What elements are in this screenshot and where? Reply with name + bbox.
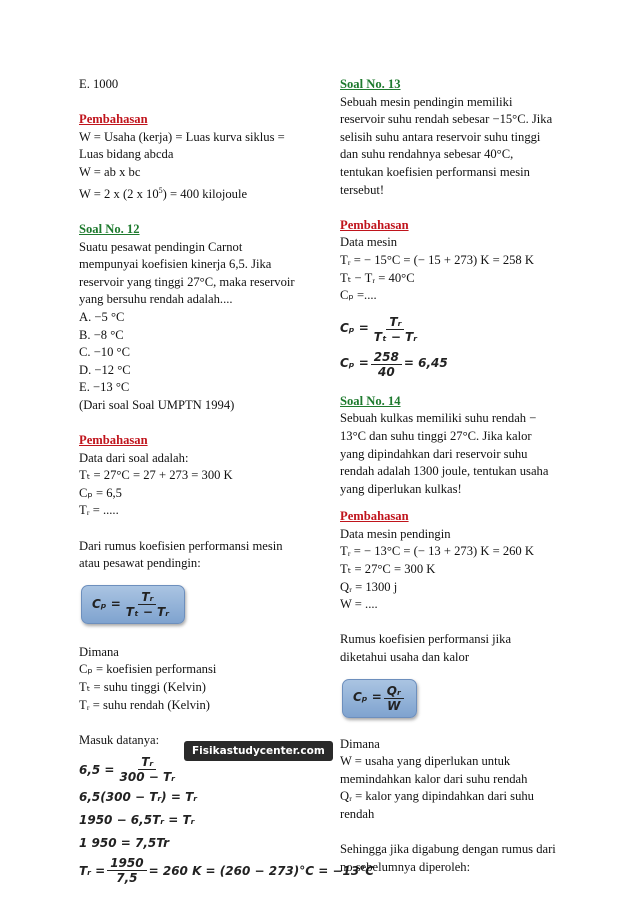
text-line: Sehingga jika digabung dengan rumus dari: [340, 842, 556, 857]
math-lhs: Cₚ =: [340, 356, 369, 371]
math-step-3: 1950 − 6,5Tᵣ = Tᵣ: [79, 813, 195, 828]
data-line: Data dari soal adalah:: [79, 450, 189, 465]
data-line: Cₚ = 6,5: [79, 485, 122, 500]
data-line: Tᵣ = − 13°C = (− 13 + 273) K = 260 K: [340, 544, 534, 559]
question-line: Sebuah mesin pendingin memiliki: [340, 94, 513, 109]
site-watermark-badge: Fisikastudycenter.com: [184, 741, 333, 761]
data-line: Tₜ − Tᵣ = 40°C: [340, 270, 415, 285]
pembahasan-heading: Pembahasan: [340, 217, 409, 232]
question-line: yang dipindahkan dari reservoir suhu: [340, 446, 528, 461]
formula-numerator: Tᵣ: [138, 590, 156, 605]
formula-numerator: Qᵣ: [384, 684, 404, 699]
math-numerator: Tᵣ: [386, 315, 404, 330]
definition-line: Qᵣ = kalor yang dipindahkan dari suhu: [340, 789, 534, 804]
option-b: B. −8 °C: [79, 327, 124, 342]
formula-box-cp-qw: [342, 679, 417, 718]
pembahasan-heading: Pembahasan: [79, 433, 148, 448]
definition-line: rendah: [340, 807, 375, 821]
math-lhs: Tᵣ =: [79, 863, 106, 878]
question-line: dan suhu rendahnya sebesar 40°C,: [340, 147, 514, 162]
soal-13-heading: Soal No. 13: [340, 77, 401, 91]
math-denominator: 300 − Tᵣ: [119, 770, 175, 785]
math-fraction: [117, 755, 178, 784]
question-line: rendah adalah 1300 joule, tentukan usaha: [340, 464, 549, 479]
math-step-5: [79, 856, 375, 886]
math-step-1: [340, 315, 572, 344]
definition-line: Cₚ = koefisien performansi: [79, 662, 217, 677]
data-line: Tₜ = 27°C = 27 + 273 = 300 K: [79, 468, 233, 483]
definition-line: Tᵣ = suhu rendah (Kelvin): [79, 697, 210, 712]
math-numerator: 258: [371, 350, 402, 365]
option-c: C. −10 °C: [79, 345, 130, 360]
soal-12-heading: Soal No. 12: [79, 221, 140, 236]
question-line: reservoir yang tinggi 27°C, maka reservoir: [79, 274, 295, 289]
text-line: no sebelumnya diperoleh:: [340, 859, 471, 874]
question-line: tersebut!: [340, 182, 385, 197]
data-line: Tᵣ = .....: [79, 503, 119, 518]
question-line: mempunyai koefisien kinerja 6,5. Jika: [79, 257, 272, 272]
text-line: Dari rumus koefisien performansi mesin: [79, 538, 283, 553]
soal-14-heading: Soal No. 14: [340, 393, 401, 408]
definition-line: W = usaha yang diperlukan untuk: [340, 754, 511, 769]
math-denominator: 40: [377, 364, 395, 379]
math-fraction: [107, 856, 146, 885]
question-line: 13°C dan suhu tinggi 27°C. Jika kalor: [340, 428, 532, 443]
text-line: diketahui usaha dan kalor: [340, 650, 470, 665]
math-numerator: Tᵣ: [138, 755, 156, 770]
text-line: Luas bidang abcda: [79, 147, 174, 162]
answer-option-e: E. 1000: [79, 77, 119, 91]
math-fraction: [371, 350, 402, 379]
math-calculation: [340, 315, 572, 379]
question-line: selisih suhu antara reservoir suhu tinggi: [340, 129, 541, 144]
formula-lhs: Cₚ =: [353, 690, 382, 705]
dimana-label: Dimana: [340, 736, 380, 751]
question-line: Suatu pesawat pendingin Carnot: [79, 239, 243, 254]
formula-denominator: Tₜ − Tᵣ: [125, 604, 170, 619]
source-note: (Dari soal Soal UMPTN 1994): [79, 397, 235, 412]
dimana-label: Dimana: [79, 644, 119, 659]
math-fraction: [371, 315, 420, 344]
math-lhs: Cₚ =: [340, 321, 369, 336]
option-a: A. −5 °C: [79, 309, 125, 324]
text-line: Masuk datanya:: [79, 732, 160, 747]
definition-line: Tₜ = suhu tinggi (Kelvin): [79, 680, 206, 694]
math-rhs: = 260 K = (260 − 273)°C = −13°C: [148, 863, 375, 878]
math-denominator: 7,5: [116, 871, 138, 886]
w-formula-sup: 5: [158, 185, 163, 195]
w-formula-b: ) = 400 kilojoule: [162, 186, 248, 201]
formula-fraction: [123, 590, 172, 619]
text-line: Rumus koefisien performansi jika: [340, 632, 512, 647]
math-denominator: Tₜ − Tᵣ: [373, 329, 418, 344]
math-step-2: 6,5(300 − Tᵣ) = Tᵣ: [79, 790, 198, 805]
formula-denominator: W: [387, 698, 401, 713]
data-line: Tₜ = 27°C = 300 K: [340, 562, 436, 577]
pembahasan-heading: Pembahasan: [340, 509, 409, 524]
text-line: atau pesawat pendingin:: [79, 556, 201, 571]
definition-line: memindahkan kalor dari suhu rendah: [340, 771, 528, 786]
math-lhs: 6,5 =: [79, 762, 115, 777]
option-e: E. −13 °C: [79, 380, 130, 395]
math-numerator: 1950: [107, 856, 146, 871]
math-step-2: [340, 350, 572, 379]
data-line: Cₚ =....: [340, 288, 377, 303]
w-formula-a: W = 2 x (2 x 10: [79, 186, 159, 201]
right-column: [340, 76, 572, 876]
data-line: Qᵣ = 1300 j: [340, 579, 398, 594]
question-line: tentukan koefisien performansi mesin: [340, 164, 530, 179]
data-line: Tᵣ = − 15°C = (− 15 + 273) K = 258 K: [340, 252, 534, 267]
formula-lhs: Cₚ =: [92, 596, 121, 611]
math-step-4: 1 950 = 7,5Tr: [79, 836, 170, 851]
pembahasan-heading: Pembahasan: [79, 112, 148, 127]
formula-fraction: [384, 684, 404, 713]
option-d: D. −12 °C: [79, 362, 131, 377]
text-line: [79, 182, 309, 204]
question-line: yang bersuhu rendah adalah....: [79, 292, 233, 307]
text-line: W = Usaha (kerja) = Luas kurva siklus =: [79, 129, 285, 144]
data-line: Data mesin pendingin: [340, 526, 451, 541]
math-rhs: = 6,45: [403, 356, 448, 371]
question-line: yang diperlukan kulkas!: [340, 481, 462, 496]
text-line: W = ab x bc: [79, 164, 141, 179]
data-line: W = ....: [340, 597, 378, 612]
question-line: reservoir suhu rendah sebesar −15°C. Jika: [340, 112, 553, 127]
question-line: Sebuah kulkas memiliki suhu rendah −: [340, 411, 537, 426]
data-line: Data mesin: [340, 235, 398, 250]
formula-box-cp: [81, 585, 185, 624]
